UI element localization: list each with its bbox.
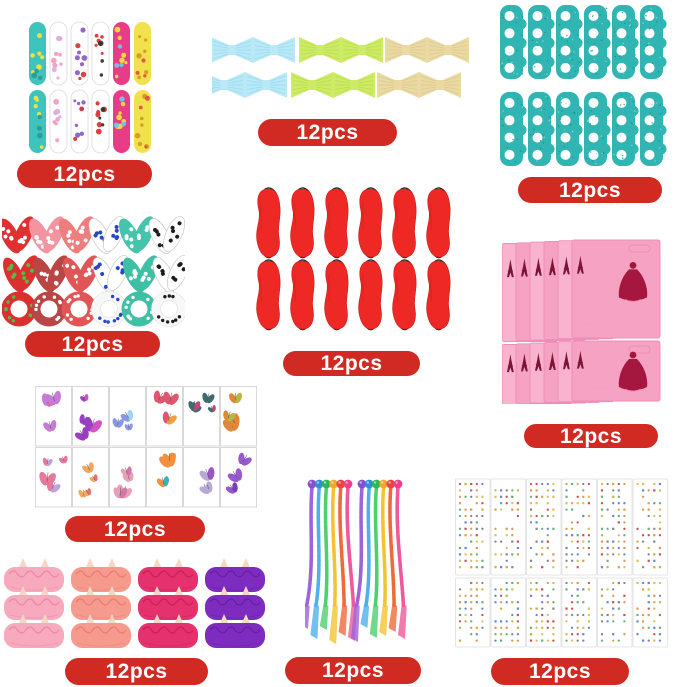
nail-files-illustration [25, 20, 155, 154]
tattoo-sheets-illustration [35, 386, 257, 508]
group-nail-stickers [455, 478, 669, 686]
gift-bags-count-label: 12pcs [524, 424, 658, 448]
bow-clips-illustration [212, 33, 474, 103]
nail-stickers-count-label: 12pcs [491, 658, 629, 685]
group-nail-files [17, 15, 157, 190]
toe-separators-count-label: 12pcs [518, 177, 662, 203]
nail-files-count-label: 12pcs [17, 160, 152, 188]
tattoo-sheets-count-label: 12pcs [65, 516, 205, 542]
scrunchies-count-label: 12pcs [25, 331, 160, 357]
group-scrunchies [2, 205, 185, 357]
group-tattoo-sheets [33, 386, 257, 542]
bow-clips-count-label: 12pcs [258, 119, 397, 146]
group-gift-bags [502, 238, 672, 448]
sleep-masks-illustration [250, 183, 458, 335]
gift-bags-illustration [502, 238, 672, 404]
nail-stickers-illustration [455, 478, 669, 650]
group-toe-separators [498, 3, 668, 203]
headbands-illustration [3, 556, 269, 648]
group-braids [285, 476, 421, 685]
headbands-count-label: 12pcs [65, 658, 208, 685]
group-bow-clips [212, 33, 474, 146]
group-headbands [3, 556, 273, 686]
scrunchies-illustration [2, 205, 185, 329]
group-sleep-masks [250, 183, 460, 376]
sleep-masks-count-label: 12pcs [283, 351, 420, 376]
braids-illustration [305, 476, 417, 654]
braids-count-label: 12pcs [285, 657, 421, 684]
toe-separators-illustration [498, 3, 668, 167]
